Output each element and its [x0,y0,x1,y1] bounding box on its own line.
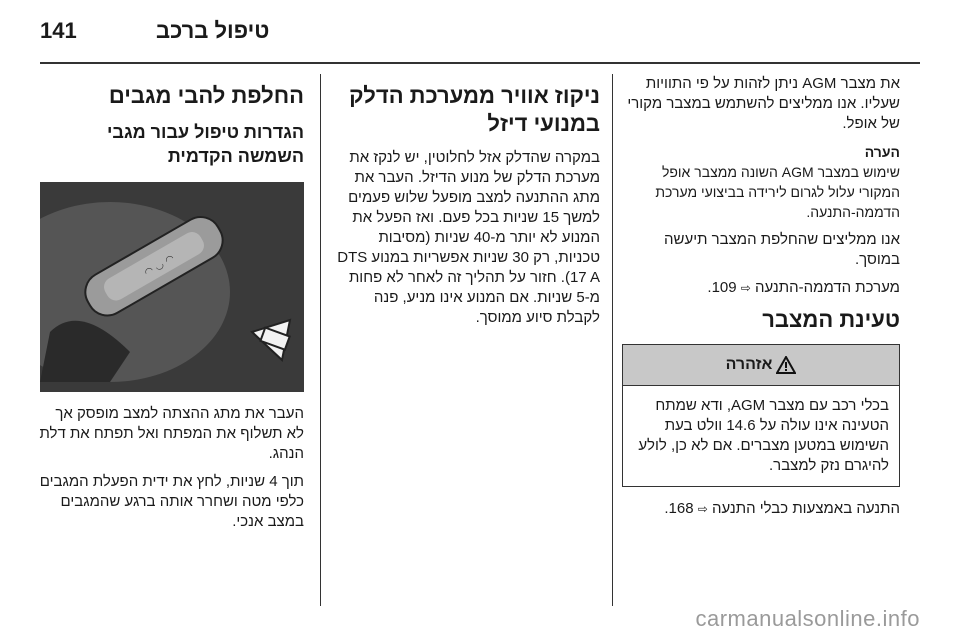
warning-box [622,344,900,487]
reference-arrow-icon: ⇨ [740,281,751,295]
wiper-lever-image [40,182,304,392]
section-title: טעינת המצבר [762,307,900,332]
column-divider [320,74,321,606]
instruction-paragraph: תוך 4 שניות, לחץ את ידית הפעלת המגבים כלפי מטה ושחרר אותה ברגע שהמגבים במצב אנכי. [39,473,304,530]
instruction-paragraph: העבר את מתג ההצתה למצב מופסק אך לא תשלוף את המפתח ואל תפתח את דלת הנהג. [39,405,304,462]
warning-triangle-icon [776,356,796,374]
reference-arrow-icon: ⇨ [697,502,708,516]
reference-text: התנעה באמצעות כבלי התנעה [711,500,900,517]
column-divider [612,74,613,606]
cross-reference: מערכת הדממה-התנעה ⇨ 109. [707,279,900,296]
chapter-title: טיפול ברכב [156,18,270,43]
intro-paragraph: את מצבר AGM ניתן לזהות על פי התוויות שעליו. אנו ממליצים להשתמש במצבר מקורי של אופל. [627,75,900,132]
watermark: carmanualsonline.info [695,606,920,631]
section-title: ניקוז אוויר ממערכת הדלק במנועי דיזל [349,83,600,136]
diesel-bleeding-section [334,74,600,336]
battery-section [622,74,900,527]
page-number: 141 [40,18,77,43]
wiper-blade-section [38,74,304,540]
wiper-lever-illustration [40,182,304,392]
reference-text: מערכת הדממה-התנעה [755,279,900,296]
warning-header [623,345,899,385]
cross-reference: התנעה באמצעות כבלי התנעה ⇨ 168. [664,500,900,517]
warning-label: אזהרה [725,356,773,373]
note-text: שימוש במצבר AGM השונה ממצבר אופל המקורי עלול לגרום לירידה בביצועי מערכת הדממה-התנעה. [655,164,900,220]
header-rule [40,62,920,64]
note-label: הערה [864,144,900,160]
page-header [40,14,920,54]
reference-page: 109 [711,279,737,296]
recommend-paragraph: אנו ממליצים שהחלפת המצבר תיעשה במוסך. [664,231,900,268]
reference-page: 168 [668,500,694,517]
section-title: החלפת להבי מגבים [108,83,304,108]
warning-text: בכלי רכב עם מצבר AGM, ודא שמתח הטעינה אינו עולה על 14.6 וולט בעת השימוש במטען מצברים. אם לא כן, לולע להיגרם נזק למצבר. [623,385,899,486]
svg-text:◠ ◡ ◠: ◠ ◡ ◠ [142,252,177,279]
instruction-paragraph: במקרה שהדלק אזל לחלוטין, יש לנקז את מערכת הדלק של מנוע הדיזל. העבר את מתג ההתנעה למצב מופעל שלוש פעמים למשך 15 שניות בכל פעם. ואז הפעל את המנוע לא יותר מ-40 שניות (מסיבות טכניות, רק 30 שניות אפשריות במנוע DTS 17 A). חזור על תהליך זה לאחר לא פחות מ-5 שניות. אם המנוע אינו מניע, פנה לקבלת סיוע ממוסך. [337,149,600,326]
sub-heading: הגדרות טיפול עבור מגבי השמשה הקדמית [107,122,304,166]
